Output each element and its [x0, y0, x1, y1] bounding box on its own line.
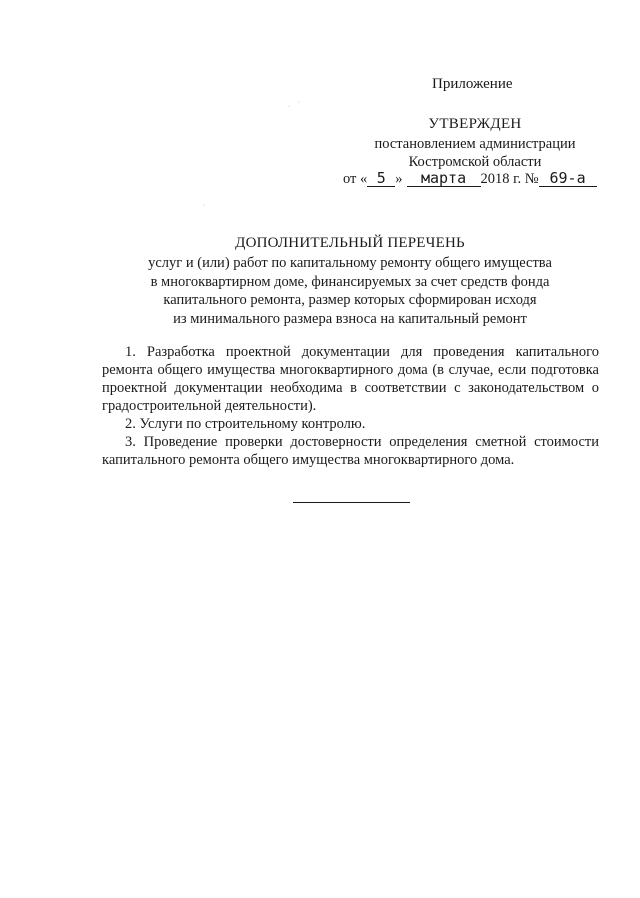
decree-year-text: 2018 г. № — [480, 171, 539, 187]
subtitle-line: капитального ремонта, размер которых сформирован исходя — [163, 292, 537, 308]
list-item: 1. Разработка проектной документации для проведения капитального ремонта общего имущества многоквартирного дома (в случае, если подготовка проектной документации необходима в соответствии с законодательством о градостроительной деятельности). — [102, 344, 599, 414]
services-list — [102, 343, 599, 469]
scan-speck: · — [298, 100, 300, 106]
date-mid: » — [395, 171, 403, 187]
list-item: 3. Проведение проверки достоверности определения сметной стоимости капитального ремонта общего имущества многоквартирного дома. — [102, 434, 599, 468]
approved-line: постановлением администрации — [374, 136, 576, 152]
list-item: 2. Услуги по строительному контролю. — [125, 416, 366, 432]
subtitle-line: из минимального размера взноса на капитальный ремонт — [173, 310, 527, 327]
decree-day: 5 — [367, 171, 395, 187]
subtitle-line: в многоквартирном доме, финансируемых за счет средств фонда — [150, 273, 550, 290]
decree-number: 69-а — [539, 171, 597, 187]
appendix-label: Приложение — [432, 76, 513, 92]
approved-heading: УТВЕРЖДЕН — [428, 116, 522, 132]
scan-speck: · — [288, 104, 290, 110]
decree-month: марта — [407, 171, 481, 187]
decree-date-line — [343, 171, 597, 188]
end-divider — [293, 502, 410, 503]
date-prefix: от « — [343, 171, 368, 187]
approved-by-block — [330, 135, 620, 171]
document-title: ДОПОЛНИТЕЛЬНЫЙ ПЕРЕЧЕНЬ — [235, 235, 465, 251]
approved-line: Костромской области — [408, 154, 542, 170]
scan-speck: · — [203, 203, 205, 209]
subtitle-line: услуг и (или) работ по капитальному ремонту общего имущества — [148, 255, 552, 271]
document-subtitle — [100, 254, 600, 328]
